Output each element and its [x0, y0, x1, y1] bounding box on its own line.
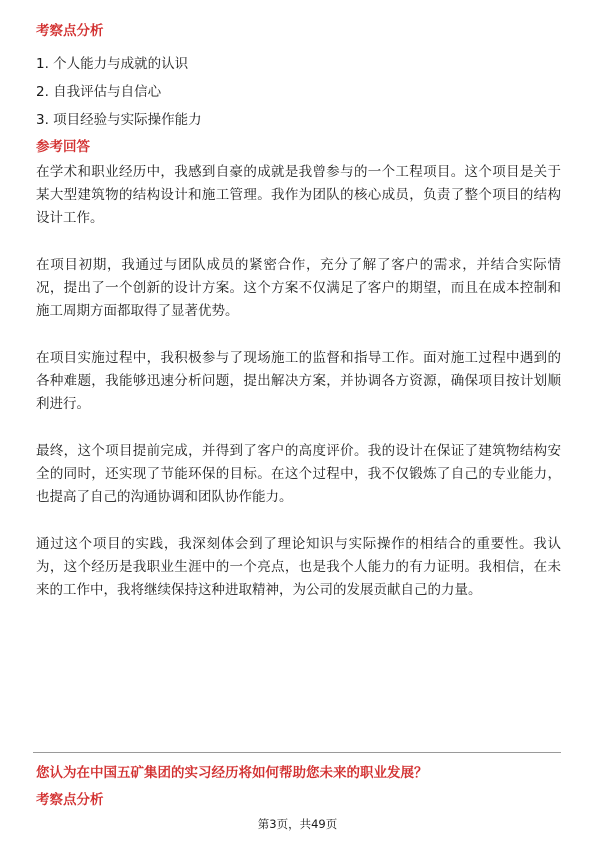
section-divider [33, 752, 561, 753]
analysis-point: 1. 个人能力与成就的认识 [36, 56, 189, 72]
answer-paragraph: 最终，这个项目提前完成，并得到了客户的高度评价。我的设计在保证了建筑物结构安全的同时，还实现了节能环保的目标。在这个过程中，我不仅锻炼了自己的专业能力，也提高了自己的沟通协调和团队协作能力。 [36, 443, 561, 505]
answer-paragraph: 在项目实施过程中，我积极参与了现场施工的监督和指导工作。面对施工过程中遇到的各种难题，我能够迅速分析问题，提出解决方案，并协调各方资源，确保项目按计划顺利进行。 [36, 350, 561, 412]
analysis-point: 2. 自我评估与自信心 [36, 84, 162, 100]
page-content [36, 22, 561, 602]
answer-heading: 参考回答 [36, 139, 90, 155]
answer-paragraph: 通过这个项目的实践，我深刻体会到了理论知识与实际操作的相结合的重要性。我认为，这个经历是我职业生涯中的一个亮点，也是我个人能力的有力证明。我相信，在未来的工作中，我将继续保持这种进取精神，为公司的发展贡献自己的力量。 [36, 536, 561, 598]
analysis-point: 3. 项目经验与实际操作能力 [36, 112, 202, 128]
answer-paragraph: 在学术和职业经历中，我感到自豪的成就是我曾参与的一个工程项目。这个项目是关于某大型建筑物的结构设计和施工管理。我作为团队的核心成员，负责了整个项目的结构设计工作。 [36, 164, 561, 226]
analysis-heading: 考察点分析 [36, 23, 104, 39]
next-question: 您认为在中国五矿集团的实习经历将如何帮助您未来的职业发展？ [36, 765, 428, 781]
next-analysis-heading: 考察点分析 [36, 792, 104, 808]
answer-paragraph: 在项目初期，我通过与团队成员的紧密合作，充分了解了客户的需求，并结合实际情况，提出了一个创新的设计方案。这个方案不仅满足了客户的期望，而且在成本控制和施工周期方面都取得了显著优势。 [36, 257, 561, 319]
analysis-points [36, 54, 561, 130]
page-footer: 第3页，共49页 [257, 817, 338, 831]
answer-body [36, 161, 561, 602]
